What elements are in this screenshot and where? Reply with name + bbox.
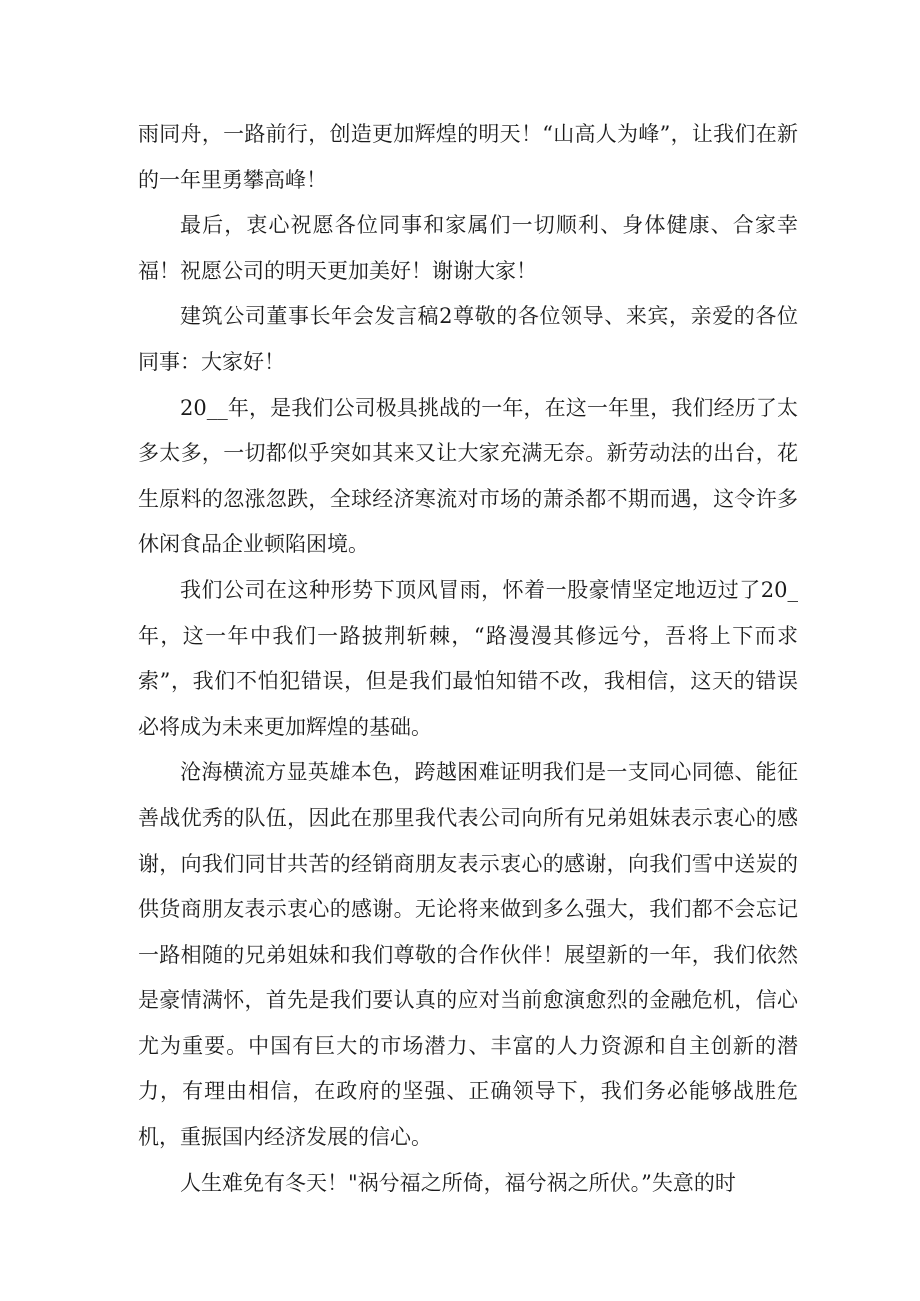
- paragraph-gratitude-outlook: 沧海横流方显英雄本色，跨越困难证明我们是一支同心同德、能征善战优秀的队伍，因此在那里我代表公司向所有兄弟姐妹表示衷心的感谢，向我们同甘共苦的经销商朋友表示衷心的感谢，向我们雪中送炭的供货商朋友表示衷心的感谢。无论将来做到多么强大，我们都不会忘记一路相随的兄弟姐妹和我们尊敬的合作伙伴！展望新的一年，我们依然是豪情满怀，首先是我们要认真的应对当前愈演愈烈的金融危机，信心尤为重要。中国有巨大的市场潜力、丰富的人力资源和自主创新的潜力，有理由相信，在政府的坚强、正确领导下，我们务必能够战胜危机，重振国内经济发展的信心。: [138, 760, 798, 1150]
- paragraph-closing-wishes: 最后，衷心祝愿各位同事和家属们一切顺利、身体健康、合家幸福！祝愿公司的明天更加美好！谢谢大家！: [138, 213, 798, 283]
- paragraph-continuation: 雨同舟，一路前行，创造更加辉煌的明天！“山高人为峰”，让我们在新的一年里勇攀高峰！: [138, 122, 798, 192]
- paragraph-company-perseverance: 我们公司在这种形势下顶风冒雨，怀着一股豪情坚定地迈过了20_年，这一年中我们一路披荆斩棘，“路漫漫其修远兮，吾将上下而求索”，我们不怕犯错误，但是我们最怕知错不改，我相信，这天的错误必将成为未来更加辉煌的基础。: [138, 577, 798, 739]
- paragraph-winter-quote: 人生难免有冬天！"祸兮福之所倚，福兮祸之所伏。”失意的时: [180, 1170, 736, 1195]
- paragraph-year-challenges: 20__年，是我们公司极具挑战的一年，在这一年里，我们经历了太多太多，一切都似乎突如其来又让大家充满无奈。新劳动法的出台，花生原料的忽涨忽跌，全球经济寒流对市场的萧杀都不期而遇，这令许多休闲食品企业顿陷困境。: [138, 395, 798, 557]
- document-body: [138, 112, 798, 1206]
- paragraph-speech-heading: 建筑公司董事长年会发言稿2尊敬的各位领导、来宾，亲爱的各位同事：大家好！: [138, 304, 798, 374]
